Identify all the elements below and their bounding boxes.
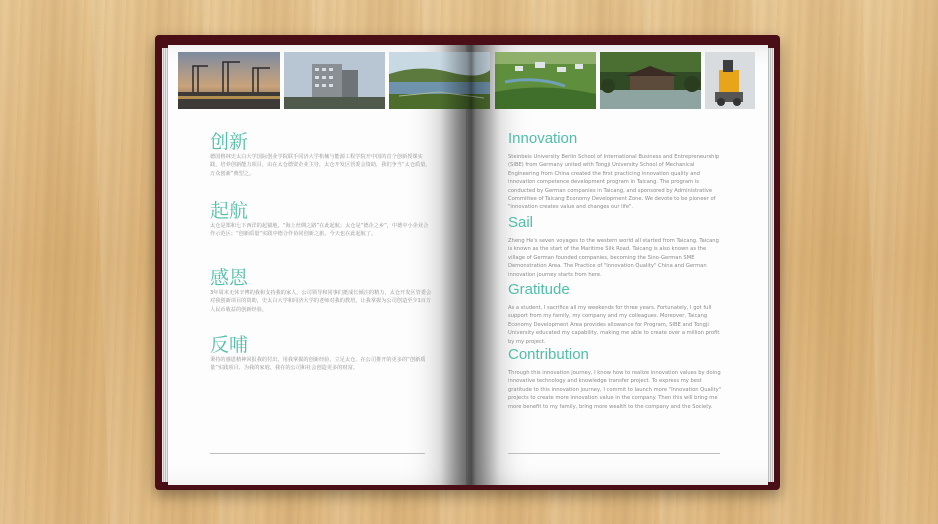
section-heading-gratitude: Gratitude <box>508 281 570 298</box>
section-heading-innovation-cn: 创新 <box>210 131 249 153</box>
section-heading-gratitude-cn: 感恩 <box>210 267 249 289</box>
left-footer-rule <box>210 453 425 454</box>
machinery-photo <box>705 52 755 109</box>
right-footer-rule <box>508 453 720 454</box>
section-text-innovation-cn: 德国格林史太白大学国际创业学院联手同济大学机械与能源工程学院开中国的首个创新授课实践，培养创新能力项目，由在太仓德资企业主导，太仓开发区管委会资助，我们争当“太仓质量，万众创新”典型之。 <box>210 154 431 177</box>
section-text-contribution: Through this innovation journey, I know how to realize innovation values by doing innovative technology and knowledge transfer project. To express my best gratitude to this innovation journey, I commit to launch more "Innovation Quality" projects to create more innovation value in the company. Then this will bring me more benefit to my family, bring more wealth to the company and the Society. <box>508 370 722 410</box>
section-text-sail: Zheng He's seven voyages to the western world all started from Taicang. Taicang is known as the start of the Maritime Silk Road. Taicang is also known as the village of German founded companies, becoming the Sino-German SME Demonstration Area. The Practice of "Innovation Quality" China and German innovation journey starts from here. <box>508 238 719 278</box>
book-gutter-shadow <box>440 45 500 485</box>
section-heading-innovation: Innovation <box>508 130 578 147</box>
right-page-edges <box>768 48 774 482</box>
section-heading-sail-cn: 起航 <box>210 200 249 222</box>
section-heading-sail: Sail <box>508 214 534 231</box>
section-text-gratitude: As a student, I sacrifice all my weekends for three years. Fortunately, I got full support from my family, my company and my colleagues. Moreover, Taicang Economy Development Area provides allowance for Program, SIBE and Tongji University educated my capability, making me able to create over a million profit by my project. <box>508 305 720 345</box>
section-text-sail-cn: 太仓是郑和七下西洋的起锚地，“海上丝绸之路”在此起航；太仓是“德企之乡”，中德中小企业合作示范区；“创新质量“实践中德合作协同创新之旅，今天也在此起航了。 <box>210 223 429 238</box>
section-text-contribution-cn: 秉持的感恩精神回报我的付出，用我掌握的创新经验，立足太仓，在公司推开的更多的“创新质量”实践项目，为我的家庭、我在的公司和社会创造更多的财富。 <box>210 357 426 372</box>
green-park-photo <box>495 52 596 109</box>
port-cranes-photo <box>178 52 280 109</box>
pavilion-garden-photo <box>600 52 701 109</box>
section-text-gratitude-cn: 3年周末无休辛博的我和支持我的家人，公司领导和同事们挺成长倾注的精力，太仓开发区管委会对我创新项目的资助，史太白大学和同济大学的老师对我的教培。让我掌握为公司创造至少1百万人民币收益的创新经验。 <box>210 290 432 313</box>
section-text-innovation: Steinbeis University Berlin School of International Business and Entrepreneurship (SIBE) from Germany united with Tongji University School of Mechanical Engineering from China created the first practicing innovation quality and innovation competence development program in Taicang. The program is conducted by German companies in Taicang, and sponsored by Administrative Committee of Taicang Economy Development Zone. We devote to be pioneer of "innovation creates value and changes our life". <box>508 154 720 211</box>
hotel-building-photo <box>284 52 385 109</box>
section-heading-contribution-cn: 反哺 <box>210 334 249 356</box>
section-heading-contribution: Contribution <box>508 346 589 363</box>
